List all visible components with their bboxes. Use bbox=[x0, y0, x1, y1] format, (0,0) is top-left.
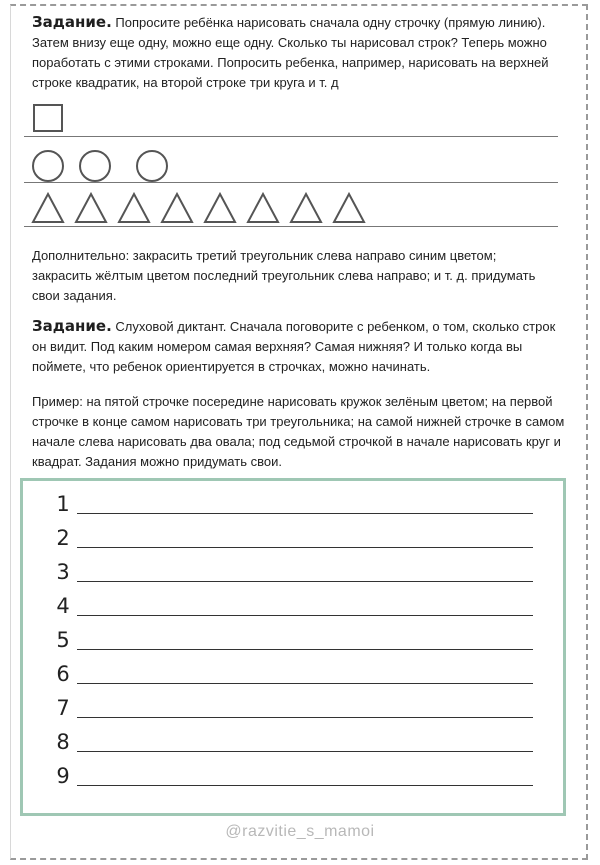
answer-line bbox=[77, 683, 533, 684]
task1-text: Попросите ребёнка нарисовать сначала одну строчку (прямую линию). Затем внизу еще одну, можно еще одну. Сколько ты нарисовал строк? Теперь можно поработать с этими строками. Попросить ребенка, например, нарисовать на верхней строке квадратик, на второй строке три круга и т. д bbox=[32, 15, 549, 90]
task2-heading: Задание. bbox=[32, 317, 112, 335]
circle-shape bbox=[136, 150, 168, 182]
task1-paragraph bbox=[32, 12, 562, 93]
example-paragraph: Пример: на пятой строчке посередине нарисовать кружок зелёным цветом; на первой строчке в конце самом нарисовать три треугольника; на самой нижней строчке в самом начале слева нарисовать два овала; под седьмой строчкой в начале нарисовать круг и квадрат. Задания можно придумать свои. bbox=[32, 394, 565, 469]
answer-line-row bbox=[23, 591, 563, 621]
watermark: @razvitie_s_mamoi bbox=[225, 823, 375, 840]
line-number: 6 bbox=[56, 662, 70, 686]
triangle-shape bbox=[31, 192, 65, 224]
task2-text: Слуховой диктант. Сначала поговорите с ребенком, о том, сколько строк он видит. Под каким номером самая верхняя? Самая нижняя? И только когда вы поймете, что ребенок ориентируется в строчках, можно начинать. bbox=[32, 319, 556, 374]
answer-line-row bbox=[23, 727, 563, 757]
answer-line-row bbox=[23, 557, 563, 587]
example-line-1 bbox=[24, 136, 558, 137]
triangle-shape bbox=[289, 192, 323, 224]
additional-paragraph: Дополнительно: закрасить третий треугольник слева направо синим цветом; закрасить жёлтым цветом последний треугольник слева направо; и т. д. придумать свои задания. bbox=[32, 248, 536, 303]
example-line-3 bbox=[24, 226, 558, 227]
circle-shape bbox=[79, 150, 111, 182]
circle-shape bbox=[32, 150, 64, 182]
answer-line-row bbox=[23, 523, 563, 553]
triangle-shape bbox=[74, 192, 108, 224]
task2-paragraph bbox=[32, 316, 572, 377]
answer-line bbox=[77, 649, 533, 650]
line-number: 7 bbox=[56, 696, 70, 720]
line-number: 9 bbox=[56, 764, 70, 788]
answer-line bbox=[77, 581, 533, 582]
task1-heading: Задание. bbox=[32, 13, 112, 31]
answer-box bbox=[20, 478, 566, 816]
answer-line-row bbox=[23, 489, 563, 519]
line-number: 5 bbox=[56, 628, 70, 652]
triangle-shape bbox=[246, 192, 280, 224]
example-line-2 bbox=[24, 182, 558, 183]
triangle-shape bbox=[160, 192, 194, 224]
triangle-shape bbox=[332, 192, 366, 224]
line-number: 1 bbox=[56, 492, 70, 516]
line-number: 8 bbox=[56, 730, 70, 754]
square-shape bbox=[33, 104, 63, 132]
triangle-shape bbox=[117, 192, 151, 224]
answer-line-row bbox=[23, 693, 563, 723]
line-number: 4 bbox=[56, 594, 70, 618]
line-number: 2 bbox=[56, 526, 70, 550]
answer-line bbox=[77, 751, 533, 752]
answer-line bbox=[77, 547, 533, 548]
triangle-shape bbox=[203, 192, 237, 224]
answer-line bbox=[77, 615, 533, 616]
answer-line-row bbox=[23, 761, 563, 791]
answer-line-row bbox=[23, 625, 563, 655]
answer-line bbox=[77, 785, 533, 786]
answer-line bbox=[77, 717, 533, 718]
answer-line bbox=[77, 513, 533, 514]
line-number: 3 bbox=[56, 560, 70, 584]
answer-line-row bbox=[23, 659, 563, 689]
